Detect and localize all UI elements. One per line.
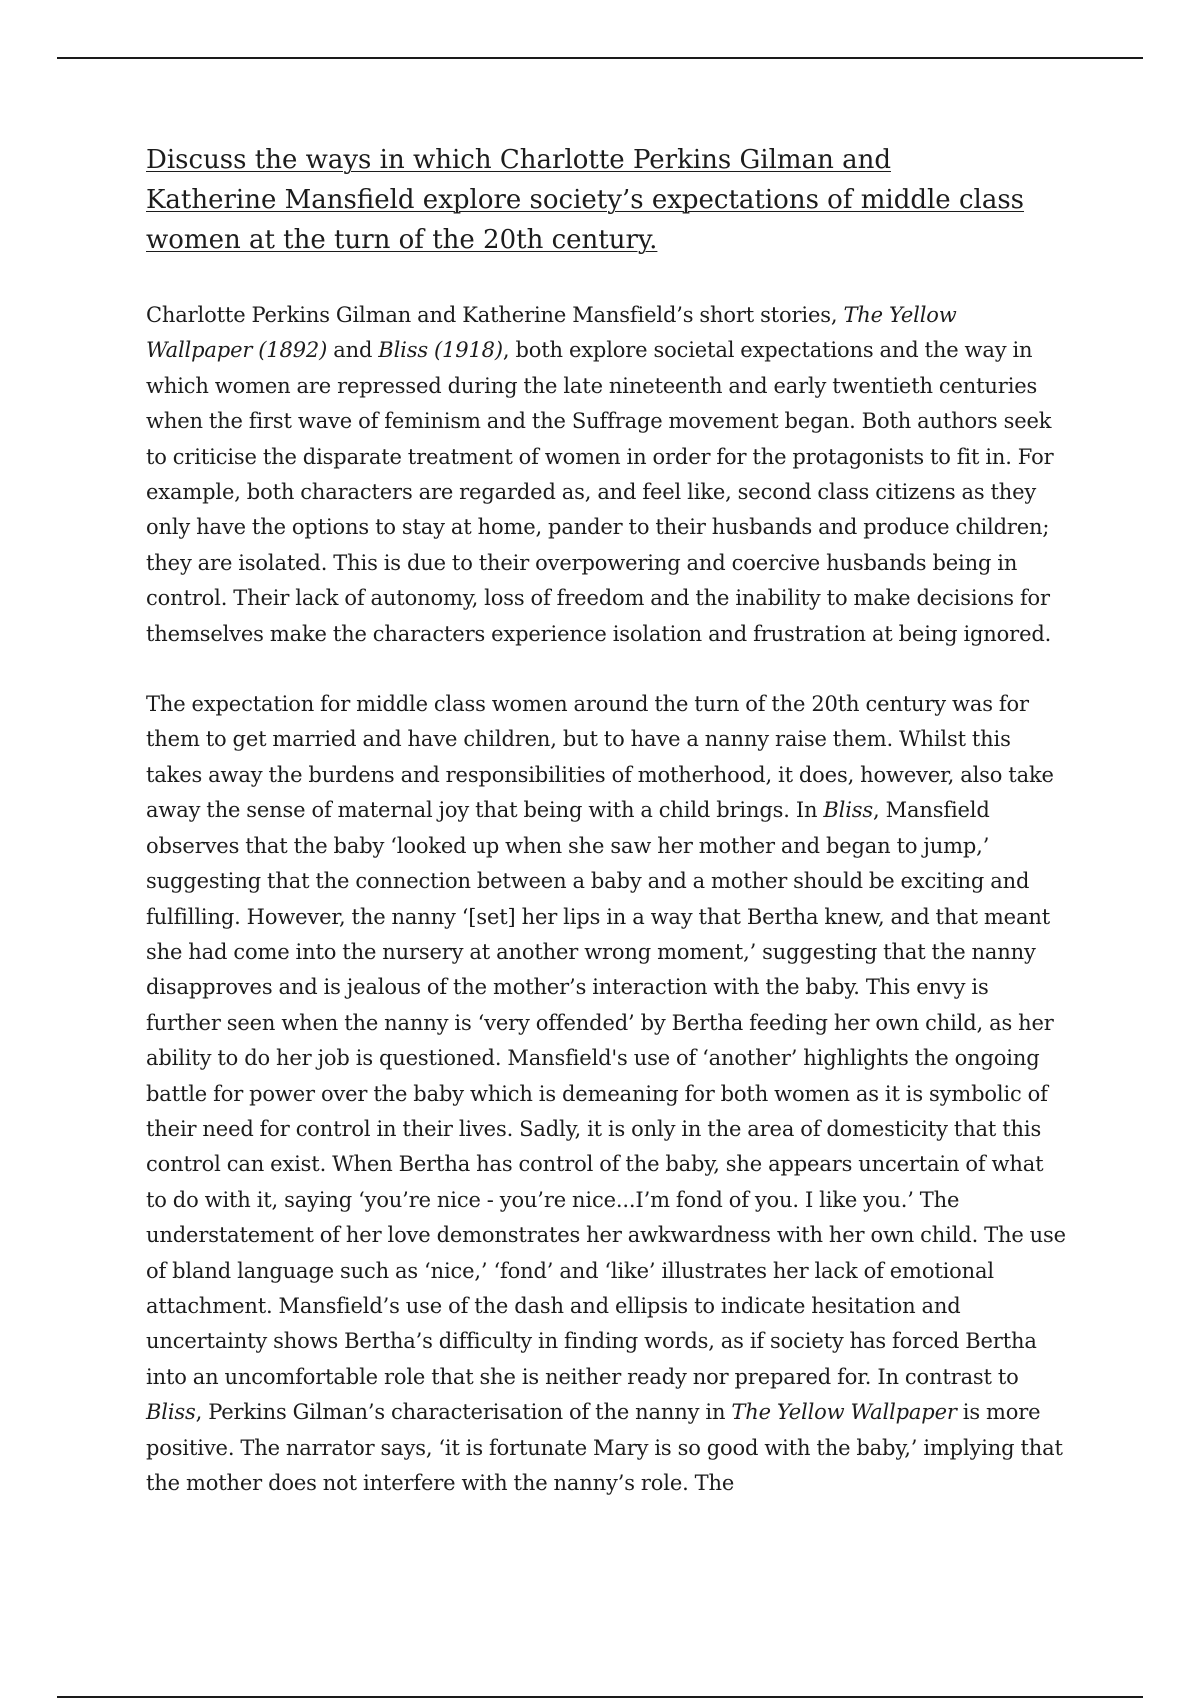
document-body (146, 140, 1066, 1536)
paragraph-text: and (327, 338, 379, 363)
paragraph-text: Charlotte Perkins Gilman and Katherine Mansfield’s short stories, (146, 303, 844, 327)
book-title-bliss: Bliss (823, 798, 874, 823)
book-title-bliss: Bliss (1918) (378, 338, 503, 363)
book-title-yellow-wallpaper: The Yellow Wallpaper (731, 1400, 957, 1425)
essay-title: Discuss the ways in which Charlotte Perkins Gilman and Katherine Mansfield explore society’s expectations of middle class women at the turn of the 20th century. (146, 145, 1025, 255)
paragraph-text: is more positive. The narrator says, ‘it is fortunate Mary is so good with the baby,’ implying that the mother does not interfere with the nanny’s role. The (146, 1400, 1063, 1495)
page-bottom-rule (57, 1696, 1143, 1698)
paragraph-text: , Perkins Gilman’s characterisation of the nanny in (195, 1400, 732, 1425)
page-top-rule (57, 57, 1143, 59)
paragraph-motherhood (146, 687, 1066, 1501)
book-title-bliss: Bliss (146, 1400, 196, 1425)
book-title-yellow-wallpaper: The Yellow Wallpaper (1892) (146, 303, 957, 363)
paragraph-text: , both explore societal expectations and the way in which women are repressed during the late nineteenth and early twentieth centuries when the first wave of feminism and the Suffrage movement began. Both authors seek to criticise the disparate treatment of women in order for the protagonists to fit in. For example, both characters are regarded as, and feel like, second class citizens as they only have the options to stay at home, pander to their husbands and produce children; they are isolated. This is due to their overpowering and coercive husbands being in control. Their lack of autonomy, loss of freedom and the inability to make decisions for themselves make the characters experience isolation and frustration at being ignored. (146, 338, 1054, 646)
paragraph-introduction (146, 298, 1066, 652)
paragraph-text: The expectation for middle class women around the turn of the 20th century was for them to get married and have children, but to have a nanny raise them. Whilst this takes away the burdens and responsibilities of motherhood, it does, however, also take away the sense of maternal joy that being with a child brings. In (146, 692, 1054, 823)
paragraph-text: , Mansfield observes that the baby ‘looked up when she saw her mother and began to jump,’ suggesting that the connection between a baby and a mother should be exciting and fulfilling. However, the nanny ‘[set] her lips in a way that Bertha knew, and that meant she had come into the nursery at another wrong moment,’ suggesting that the nanny disapproves and is jealous of the mother’s interaction with the baby. This envy is further seen when the nanny is ‘very offended’ by Bertha feeding her own child, as her ability to do her job is questioned. Mansfield's use of ‘another’ highlights the ongoing battle for power over the baby which is demeaning for both women as it is symbolic of their need for control in their lives. Sadly, it is only in the area of domesticity that this control can exist. When Bertha has control of the baby, she appears uncertain of what to do with it, saying ‘you’re nice - you’re nice...I’m fond of you. I like you.’ The understatement of her love demonstrates her awkwardness with her own child. The use of bland language such as ‘nice,’ ‘fond’ and ‘like’ illustrates her lack of emotional attachment. Mansfield’s use of the dash and ellipsis to indicate hesitation and uncertainty shows Bertha’s difficulty in finding words, as if society has forced Bertha into an uncomfortable role that she is neither ready nor prepared for. In contrast to (146, 798, 1066, 1389)
